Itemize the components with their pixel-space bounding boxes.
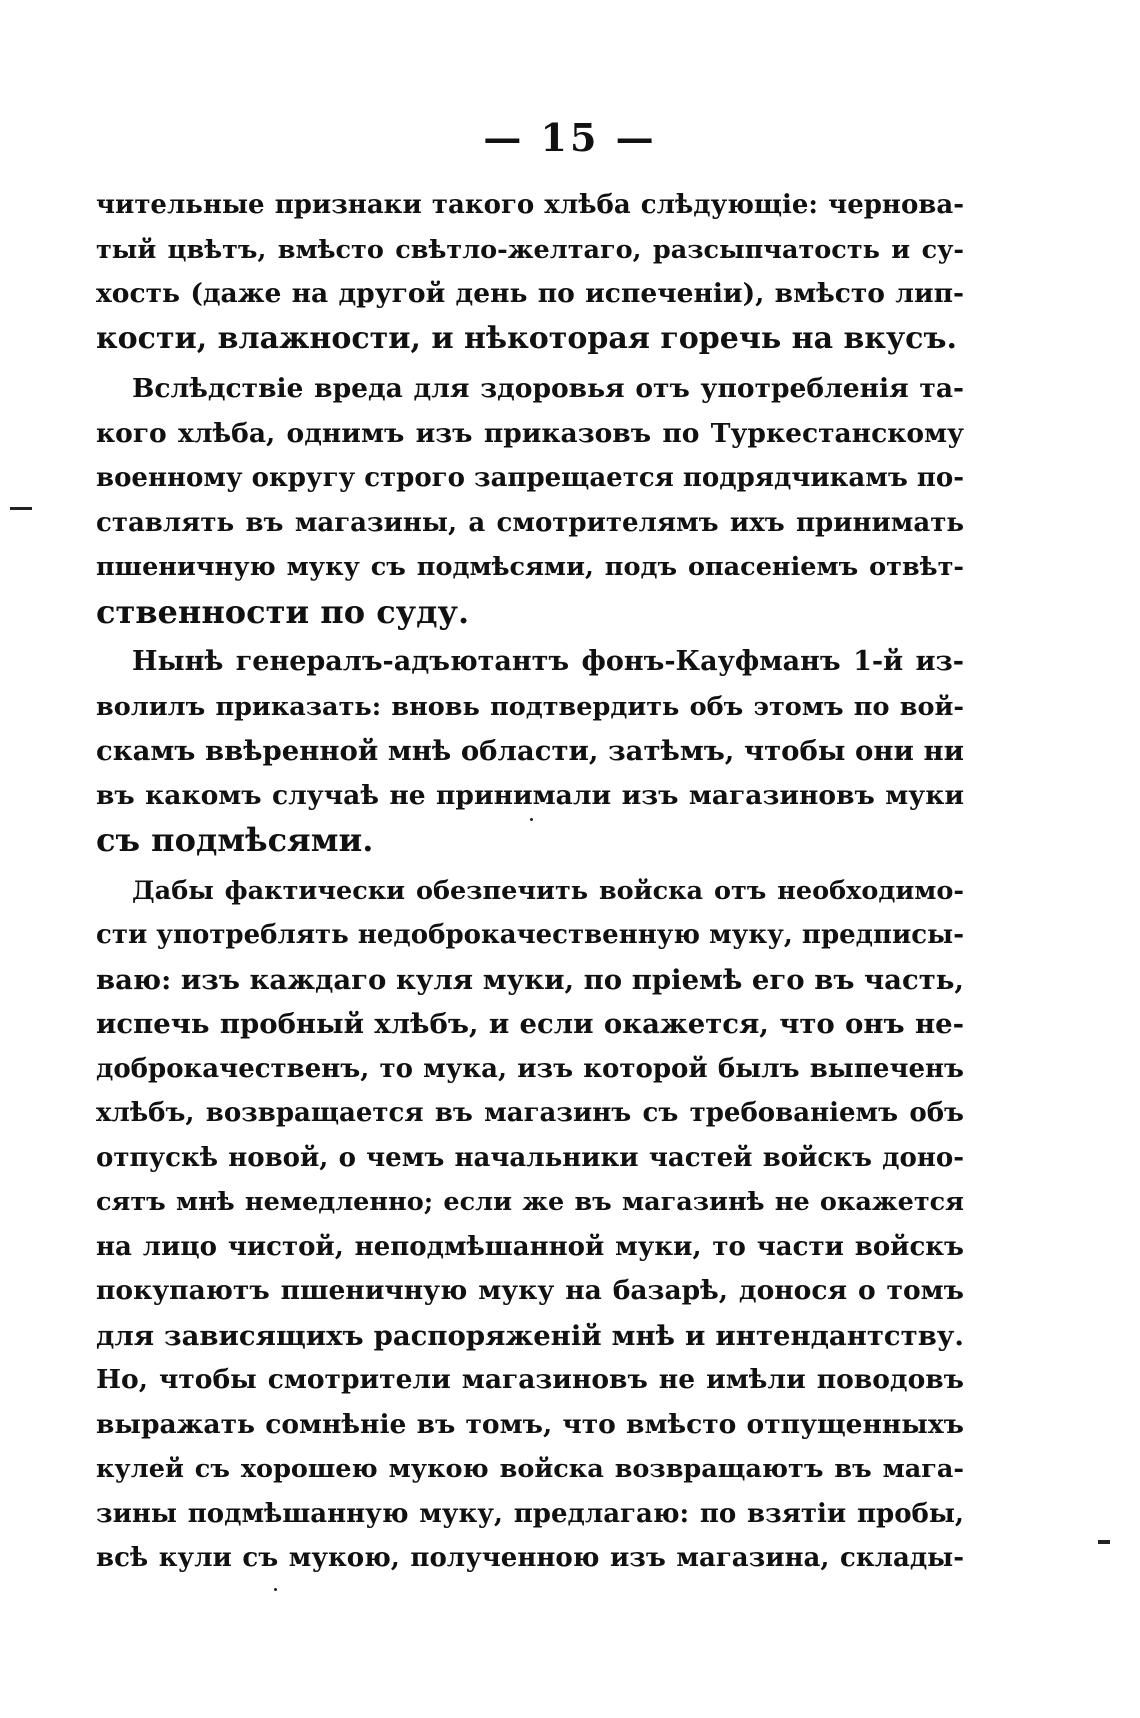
scan-speck xyxy=(274,1588,277,1591)
text-line: Но, чтобы смотрители магазиновъ не имѣли поводовъ xyxy=(96,1364,964,1395)
text-line: для зависящихъ распоряженій мнѣ и интендантству. xyxy=(96,1319,964,1352)
text-line: выражать сомнѣніе въ томъ, что вмѣсто отпущенныхъ xyxy=(96,1408,964,1440)
text-line: кого хлѣба, однимъ изъ приказовъ по Туркестанскому xyxy=(96,417,964,449)
scan-mark xyxy=(10,507,32,510)
text-line: кулей съ хорошею мукою войска возвращаютъ въ мага- xyxy=(96,1454,964,1484)
text-line: сятъ мнѣ немедленно; если же въ магазинѣ не окажется xyxy=(96,1187,964,1217)
text-line: чительные признаки такого хлѣба слѣдующіе: чернова- xyxy=(96,190,964,220)
text-line: хость (даже на другой день по испеченіи), вмѣсто лип- xyxy=(96,278,964,309)
scan-speck xyxy=(530,818,533,821)
text-line: доброкачественъ, то мука, изъ которой былъ выпеченъ xyxy=(96,1053,964,1084)
text-line: хлѣбъ, возвращается въ магазинъ съ требованіемъ объ xyxy=(96,1098,964,1128)
text-line: Вслѣдствіе вреда для здоровья отъ употребленія та- xyxy=(132,373,964,404)
text-line: всѣ кули съ мукою, полученною изъ магазина, склады- xyxy=(96,1543,964,1573)
text-line: сти употреблять недоброкачественную муку, предписы- xyxy=(96,920,964,950)
text-line: военному округу строго запрещается подрядчикамъ по- xyxy=(96,463,965,493)
text-line: въ какомъ случаѣ не принимали изъ магазиновъ муки xyxy=(96,779,964,811)
scan-mark xyxy=(1098,1540,1110,1544)
text-line: испечь пробный хлѣбъ, и если окажется, что онъ не- xyxy=(96,1008,964,1040)
page-number: — 15 — xyxy=(483,115,657,160)
text-line: отпускѣ новой, о чемъ начальники частей войскъ доно- xyxy=(96,1142,964,1173)
text-line: волилъ приказать: вновь подтвердить объ этомъ по вой- xyxy=(96,691,964,722)
paragraph-3 xyxy=(96,640,964,863)
paragraph-4 xyxy=(96,869,964,1581)
text-line: зины подмѣшанную муку, предлагаю: по взятіи пробы, xyxy=(96,1498,964,1529)
text-line: тый цвѣтъ, вмѣсто свѣтло-желтаго, разсыпчатость и су- xyxy=(96,234,964,265)
text-line: кости, влажности, и нѣкоторая горечь на вкусъ. xyxy=(96,320,957,356)
text-line: Дабы фактически обезпечить войска отъ необходимо- xyxy=(132,875,964,906)
text-line: ваю: изъ каждаго куля муки, по пріемѣ его въ часть, xyxy=(96,963,964,996)
paragraph-1 xyxy=(96,183,964,361)
body-text xyxy=(96,183,964,1581)
text-line: скамъ ввѣренной мнѣ области, затѣмъ, чтобы они ни xyxy=(96,735,964,767)
text-line: Нынѣ генералъ-адъютантъ фонъ-Кауфманъ 1-й из- xyxy=(132,646,964,677)
text-line: покупаютъ пшеничную муку на базарѣ, донося о томъ xyxy=(96,1275,964,1306)
paragraph-2 xyxy=(96,367,964,634)
text-line: пшеничную муку съ подмѣсями, подъ опасеніемъ отвѣт- xyxy=(96,552,964,582)
text-line: на лицо чистой, неподмѣшанной муки, то части войскъ xyxy=(96,1231,964,1262)
text-line: съ подмѣсями. xyxy=(96,821,374,859)
text-line: ставлять въ магазины, а смотрителямъ ихъ принимать xyxy=(96,507,964,538)
text-line: ственности по суду. xyxy=(96,592,470,631)
